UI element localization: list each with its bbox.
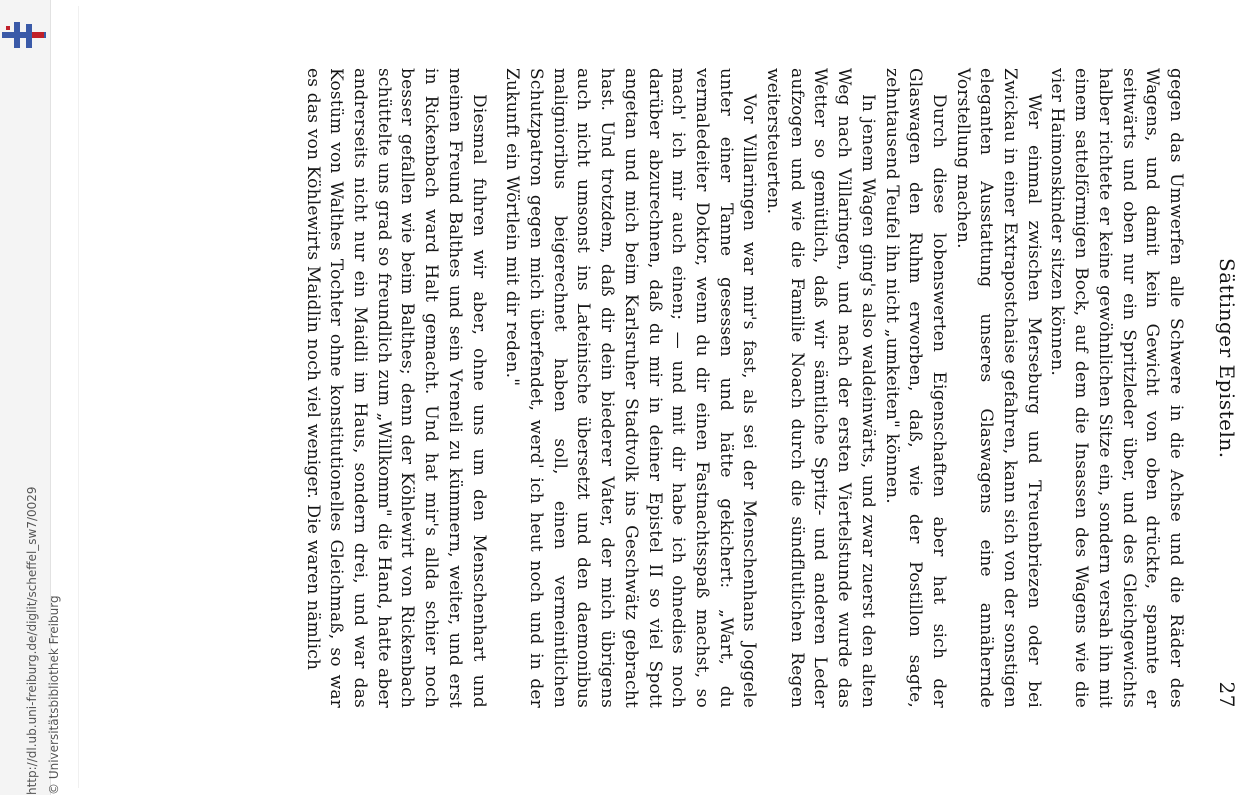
scanned-page [78, 6, 1239, 788]
copyright-notice: © Universitätsbibliothek Freiburg [47, 595, 61, 795]
page-body [300, 68, 1187, 708]
viewer-sidebar [0, 0, 61, 795]
paragraph: gegen das Umwerfen alle Schwere in die Achse und die Räder des Wagens, und damit kein Gewicht von oben drückte, spannte er seitwärts und oben nur ein Spritzleder über, und des Gleichgewichts halber richtete er keine gewöhnlichen Sitze ein, sondern versah ihn mit einem sattelförmigen Bock, auf dem die Insassen des Wagens wie die vier Haimonskinder sitzen können. [1047, 68, 1186, 708]
running-title: Sättinger Episteln. [1215, 258, 1239, 459]
library-logo-icon [2, 20, 46, 50]
paragraph: In jenem Wagen ging's also waldeinwärts, und zwar zuerst den alten Weg nach Villaringen, und nach der ersten Viertelstunde wurde das Wetter so gemütlich, daß wir sämtliche Spritz- und anderen Leder aufzogen und wie die Familie Noach durch die sündflutlichen Regen weitersteuerten. [763, 68, 878, 708]
source-caption [25, 486, 61, 795]
paragraph: Vor Villaringen war mir's fast, als sei der Menschenhans Joggele unter einer Tanne gesessen und hätte gekichert: „Wart, du vermaledeiter Doktor, wenn du dir einen Fastnachtsspaß machst, so mach' ich mir auch einen; — und mit dir habe ich ohnedies noch darüber abzurechnen, daß du mir in deiner Epistel II so viel Spott angetan und mich beim Karlsruher Stadtvolk ins Geschwätz gebracht hast. Und trotzdem, daß dir dein biederer Vater, der mich übrigens auch nicht umsonst ins Lateinische übersetzt und den daemonibus malignioribus beigerechnet haben soll, einen vermeintlichen Schutzpatron gegen mich überfendet, werd' ich heut noch und in der Zukunft ein Wörtlein mit dir reden." [502, 68, 760, 708]
paragraph: Durch diese lobenswerten Eigenschaften aber hat sich der Glaswagen den Ruhm erworben, daß, wie der Postillon sagte, zehntausend Teufel ihn nicht „umkeiten" können. [881, 68, 949, 708]
running-head [1209, 68, 1239, 708]
rotated-page-content [189, 68, 1239, 708]
page-number: 27 [1215, 681, 1239, 708]
source-url-link[interactable]: http://dl.ub.uni-freiburg.de/diglit/scheffel_sw7/0029 [25, 486, 39, 795]
paragraph: Wer einmal zwischen Merseburg und Treuenbriezen oder bei Zwickau in einer Extrapostchaise gefahren, kann sich von der sonstigen eleganten Ausstattung unseres Glaswagens eine annähernde Vorstellung machen. [952, 68, 1044, 708]
paragraph: Diesmal fuhren wir aber, ohne uns um den Menschenhart und meinen Freund Balthes und sein Vreneli zu kümmern, weiter, und erst in Rickenbach ward Halt gemacht. Und hat mir's allda schier noch besser gefallen wie beim Balthes; denn der Köhlewirt von Rickenbach schüttelte uns grad so freundlich zum „Willkomm" die Hand, hatte aber andrerseits nicht nur ein Maidli im Haus, sondern drei, und war das Kostüm von Walthes Tochter ohne konstitutionelles Gleichmaß, so war es das von Köhlewirts Maidlin noch viel weniger. Die waren nämlich [302, 68, 489, 708]
